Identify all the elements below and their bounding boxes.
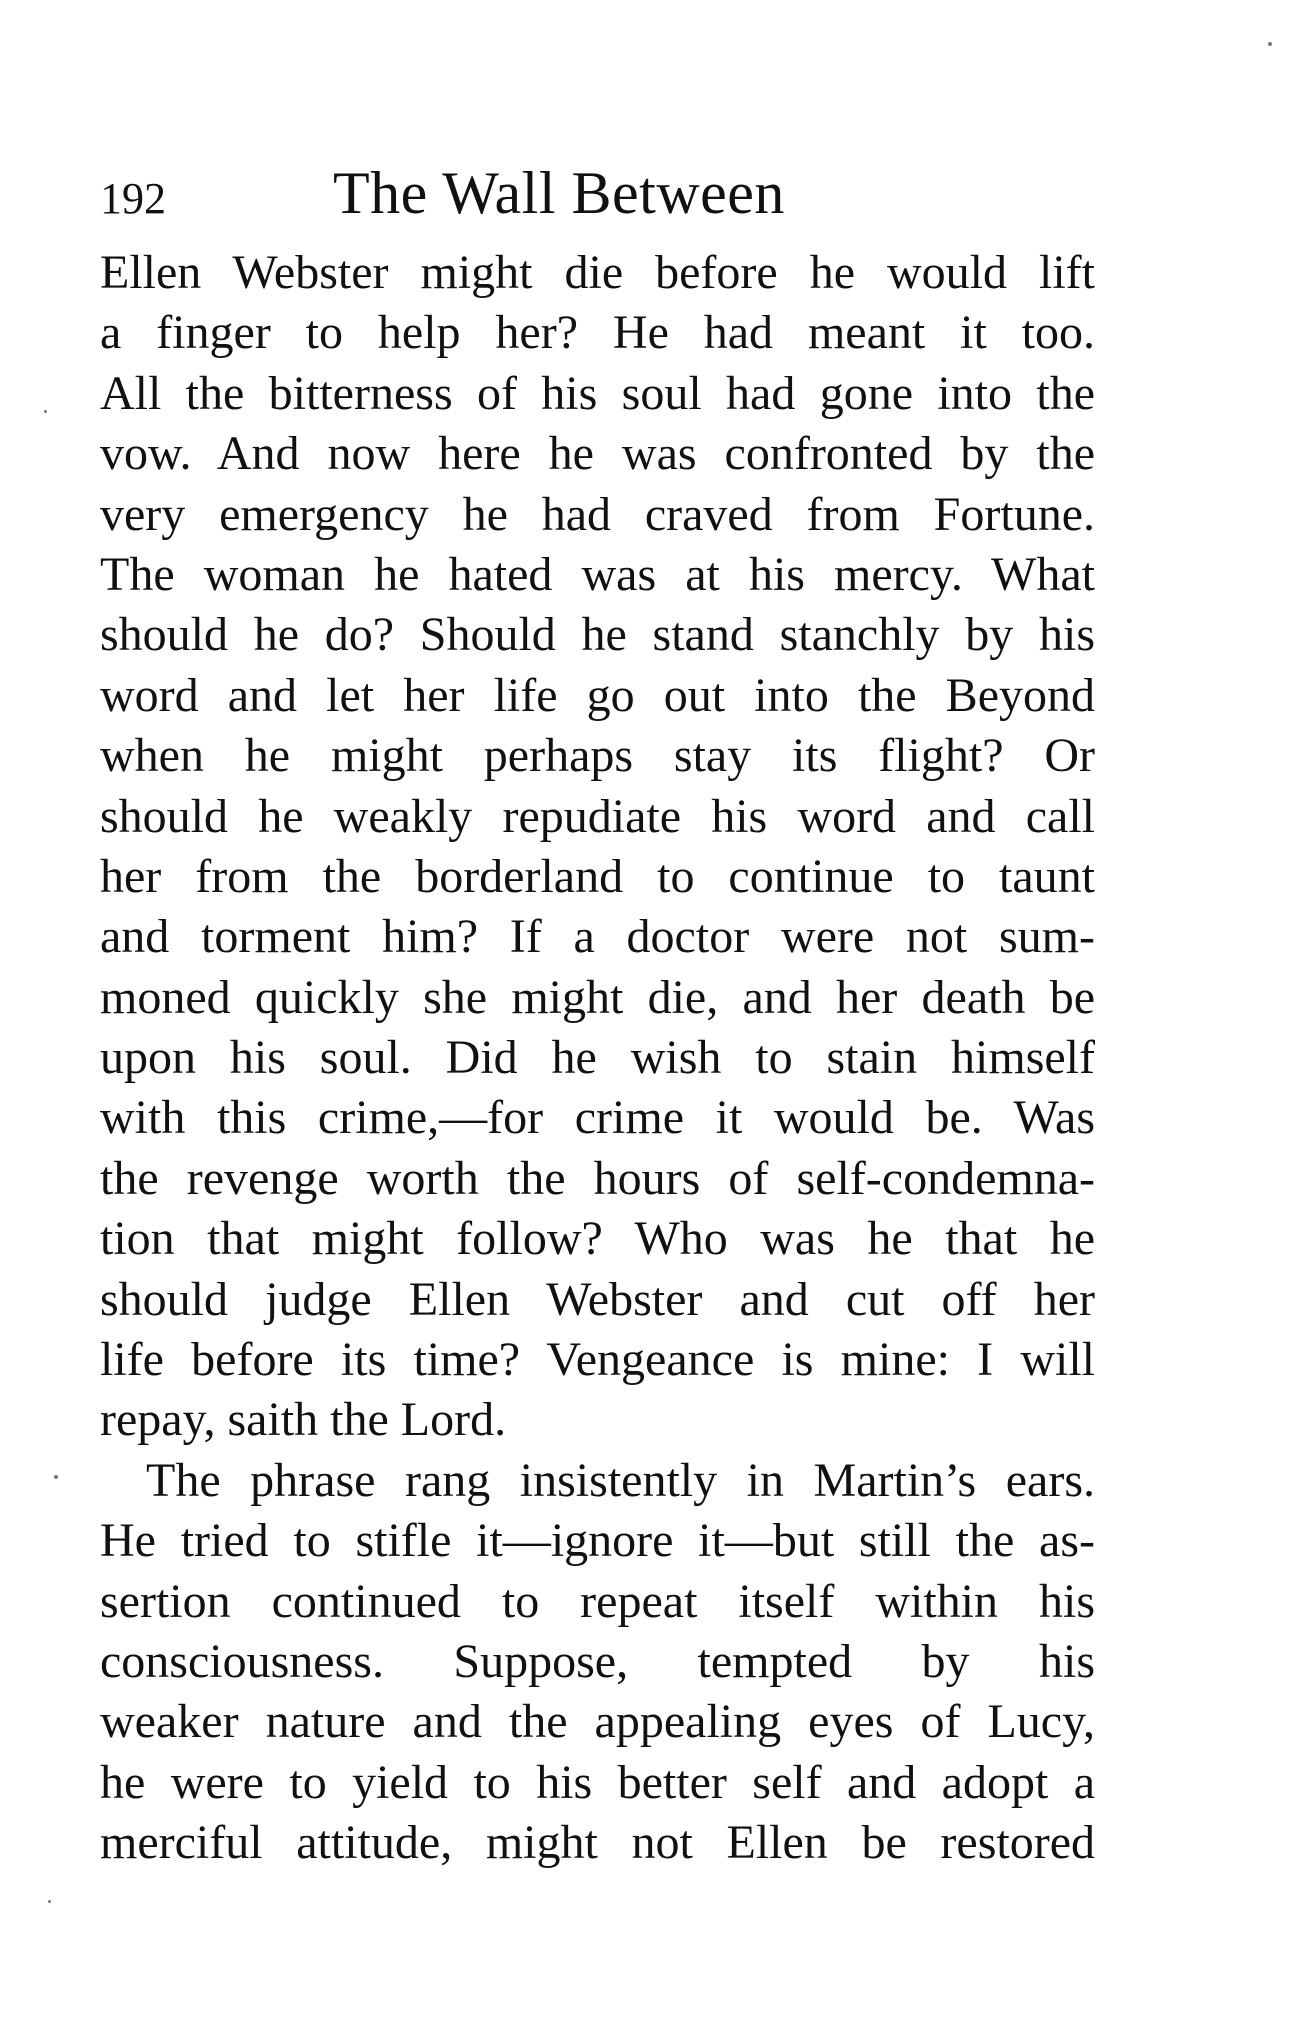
- text-line: should judge Ellen Webster and cut off her: [100, 1272, 1095, 1326]
- text-line: should he do? Should he stand stanchly by his: [100, 608, 1095, 662]
- text-line: should he weakly repudiate his word and call: [100, 789, 1095, 843]
- text-line: and torment him? If a doctor were not sum-: [100, 910, 1095, 964]
- text-line: he were to yield to his better self and adopt a: [100, 1755, 1095, 1809]
- text-line: with this crime,—for crime it would be. Was: [100, 1091, 1095, 1145]
- text-line: consciousness. Suppose, tempted by his: [100, 1634, 1095, 1688]
- page-header: [100, 155, 1100, 235]
- text-line: a finger to help her? He had meant it too.: [100, 306, 1095, 360]
- scan-speck: [48, 1900, 51, 1903]
- text-line: The woman he hated was at his mercy. What: [100, 547, 1095, 601]
- body-text: [100, 243, 1095, 1874]
- text-line: All the bitterness of his soul had gone into the: [100, 366, 1095, 420]
- text-line: weaker nature and the appealing eyes of Lucy,: [100, 1695, 1095, 1749]
- text-line: vow. And now here he was confronted by the: [100, 427, 1095, 481]
- text-line: He tried to stifle it—ignore it—but still the as-: [100, 1514, 1095, 1568]
- scan-speck: [54, 1475, 58, 1479]
- paragraph-1: [100, 243, 1095, 1451]
- text-line: life before its time? Vengeance is mine: I will: [100, 1333, 1095, 1387]
- text-line: merciful attitude, might not Ellen be restored: [100, 1816, 1095, 1870]
- text-line: very emergency he had craved from Fortune.: [100, 487, 1095, 541]
- text-line: upon his soul. Did he wish to stain himself: [100, 1031, 1095, 1085]
- text-line: the revenge worth the hours of self-condemna-: [100, 1151, 1095, 1205]
- text-line: when he might perhaps stay its flight? Or: [100, 729, 1095, 783]
- text-line: moned quickly she might die, and her death be: [100, 970, 1095, 1024]
- scan-speck: [44, 410, 47, 413]
- paragraph-2: [100, 1451, 1095, 1874]
- page-number: 192: [100, 174, 166, 223]
- running-title: The Wall Between: [333, 160, 785, 226]
- text-line: repay, saith the Lord.: [100, 1393, 507, 1447]
- text-line: word and let her life go out into the Beyond: [100, 668, 1095, 722]
- text-line: her from the borderland to continue to taunt: [100, 849, 1095, 903]
- scan-speck: [1268, 42, 1272, 46]
- text-line: tion that might follow? Who was he that he: [100, 1212, 1095, 1266]
- text-line: The phrase rang insistently in Martin’s ears.: [146, 1453, 1095, 1507]
- text-line: Ellen Webster might die before he would lift: [100, 246, 1095, 299]
- text-line: sertion continued to repeat itself within his: [100, 1574, 1095, 1628]
